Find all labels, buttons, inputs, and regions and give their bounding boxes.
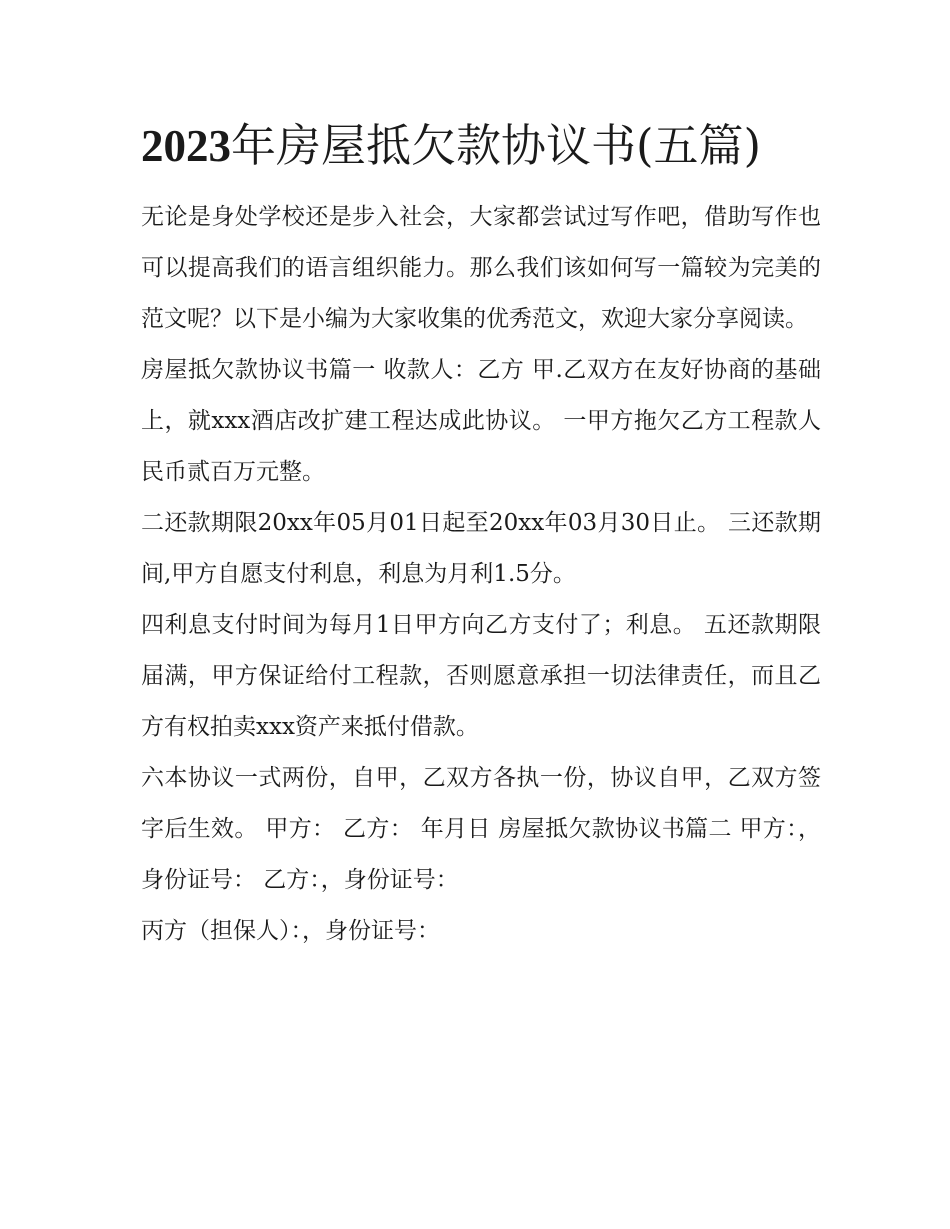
document-title — [141, 112, 821, 180]
paragraph-4: 六本协议一式两份，自甲，乙双方各执一份，协议自甲，乙双方签字后生效。 甲方： 乙方： 年月日 房屋抵欠款协议书篇二 甲方：，身份证号： 乙方：，身份证号： — [141, 765, 821, 893]
paragraph-2: 二还款期限20xx年05月01日起至20xx年03月30日止。 三还款期间,甲方自愿支付利息，利息为月利1.5分。 — [141, 510, 821, 587]
paragraph-5: 丙方（担保人）：，身份证号： — [141, 918, 440, 944]
title-text: 年房屋抵欠款协议书(五篇) — [231, 119, 762, 172]
title-year: 2023 — [141, 121, 231, 171]
document-page — [141, 112, 821, 957]
paragraph-intro: 无论是身处学校还是步入社会，大家都尝试过写作吧，借助写作也可以提高我们的语言组织能力。那么我们该如何写一篇较为完美的范文呢？以下是小编为大家收集的优秀范文，欢迎大家分享阅读。 — [141, 204, 821, 332]
paragraph-1: 房屋抵欠款协议书篇一 收款人：乙方 甲.乙双方在友好协商的基础上，就xxx酒店改扩建工程达成此协议。 一甲方拖欠乙方工程款人民币贰百万元整。 — [141, 357, 821, 485]
paragraph-3: 四利息支付时间为每月1日甲方向乙方支付了；利息。 五还款期限届满，甲方保证给付工程款，否则愿意承担一切法律责任，而且乙方有权拍卖xxx资产来抵付借款。 — [141, 612, 821, 740]
